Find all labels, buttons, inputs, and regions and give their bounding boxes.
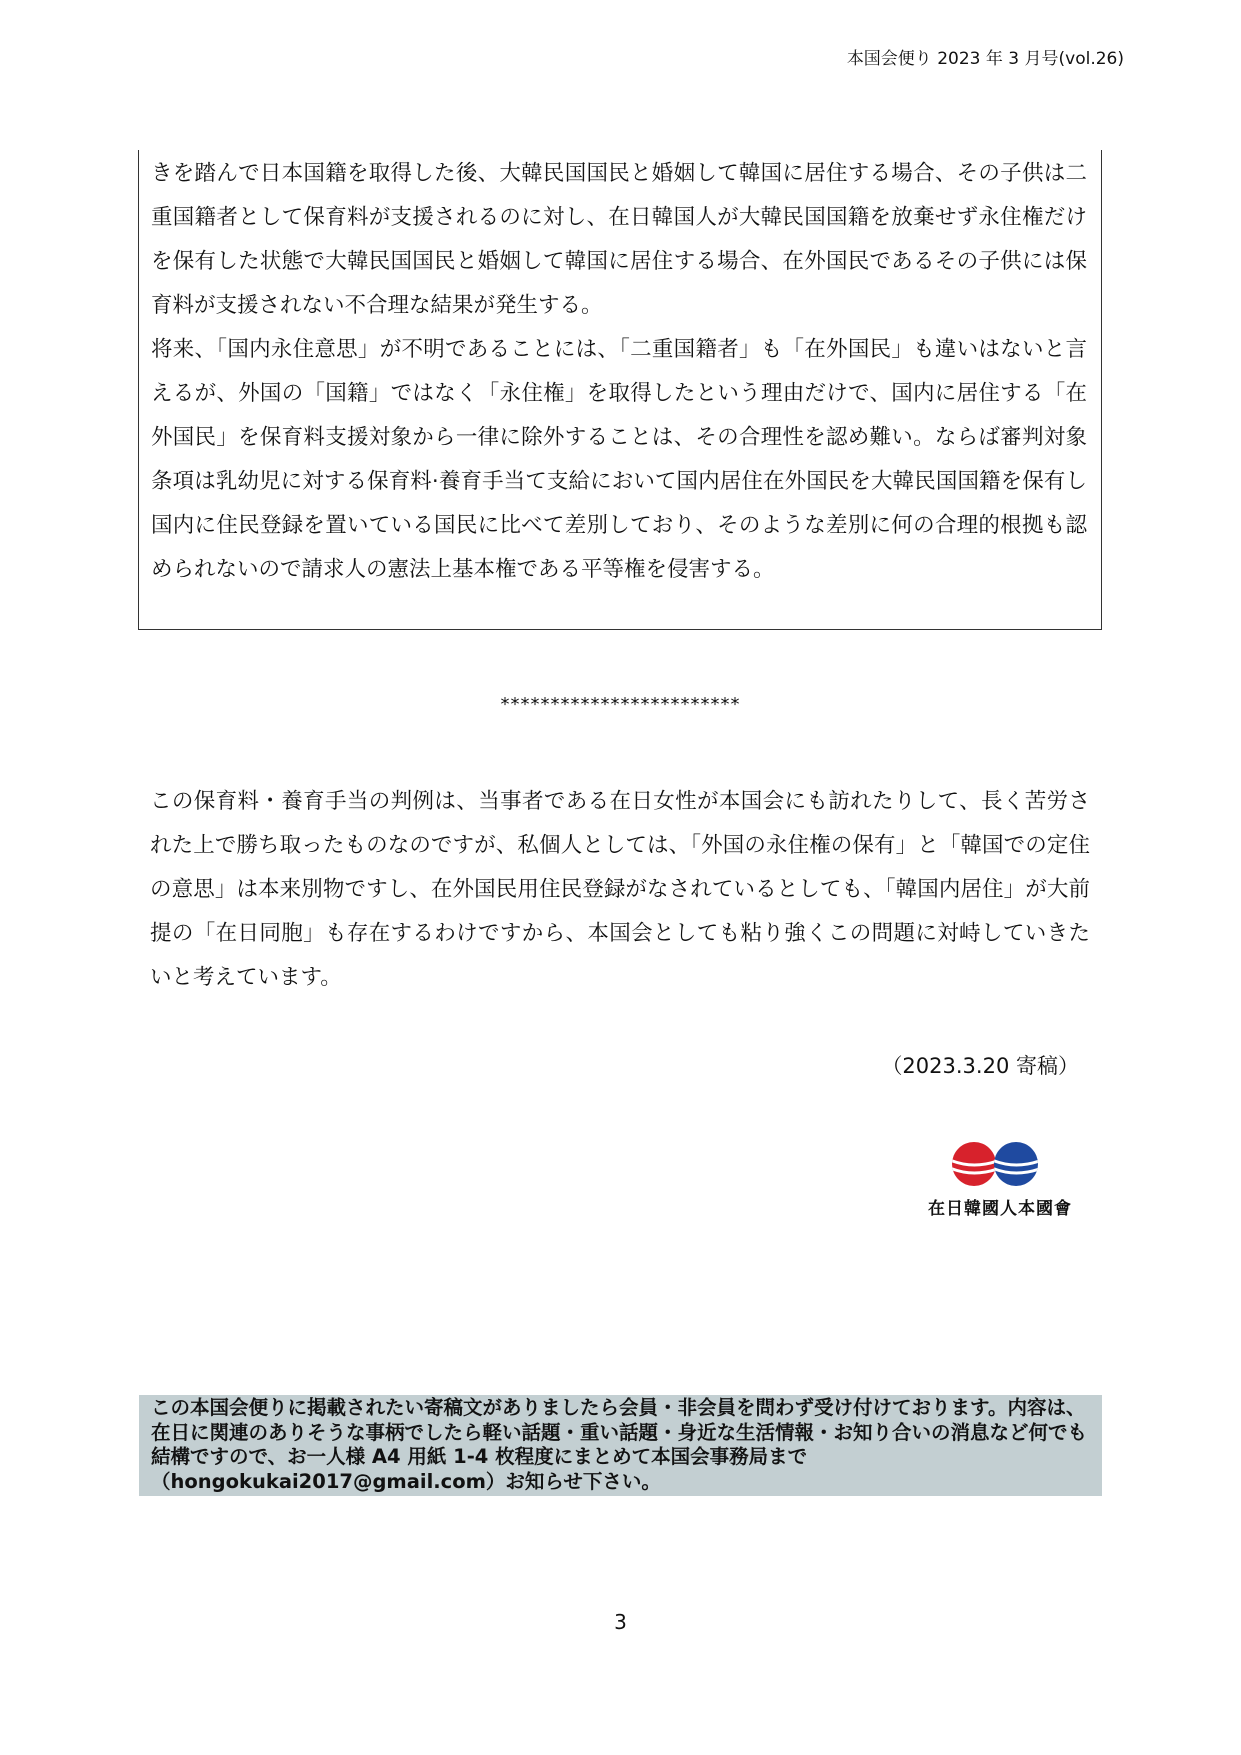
contribution-date: （2023.3.20 寄稿） bbox=[881, 1054, 1079, 1078]
page-number: 3 bbox=[614, 1610, 627, 1634]
submission-notice: この本国会便りに掲載されたい寄稿文がありましたら会員・非会員を問わず受け付けております。内容は、在日に関連のありそうな事柄でしたら軽い話題・重い話題・身近な生活情報・お知り合いの消息など何でも結構ですので、お一人様 A4 用紙 1-4 枚程度にまとめて本国会事務局まで（hongokukai2017@gmail.com）お知らせ下さい。 bbox=[139, 1395, 1102, 1496]
logo-text: 在日韓國人本國會 bbox=[928, 1199, 1072, 1219]
ruling-paragraph-1: きを踏んで日本国籍を取得した後、大韓民国国民と婚姻して韓国に居住する場合、その子供は二重国籍者として保育料が支援されるのに対し、在日韓国人が大韓民国国籍を放棄せず永住権だけを保有した状態で大韓民国国民と婚姻して韓国に居住する場合、在外国民であるその子供には保育料が支援されない不合理な結果が発生する。 bbox=[151, 161, 1087, 318]
section-separator: ************************ bbox=[500, 694, 741, 715]
quoted-ruling-box bbox=[138, 150, 1102, 630]
author-comment-paragraph: この保育料・養育手当の判例は、当事者である在日女性が本国会にも訪れたりして、長く苦労された上で勝ち取ったものなのですが、私個人としては、「外国の永住権の保有」と「韓国での定住の意思」は本来別物ですし、在外国民用住民登録がなされているとしても、「韓国内居住」が大前提の「在日同胞」も存在するわけですから、本国会としても粘り強くこの問題に対峙していきたいと考えています。 bbox=[150, 789, 1090, 990]
organization-logo bbox=[928, 1140, 1088, 1220]
ruling-paragraph-2: 将来、「国内永住意思」が不明であることには、「二重国籍者」も「在外国民」も違いはないと言えるが、外国の「国籍」ではなく「永住権」を取得したという理由だけで、国内に居住する「在外国民」を保育料支援対象から一律に除外することは、その合理性を認め難い。ならば審判対象条項は乳幼児に対する保育料·養育手当て支給において国内居住在外国民を大韓民国国籍を保有し国内に住民登録を置いている国民に比べて差別しており、そのような差別に何の合理的根拠も認められないので請求人の憲法上基本権である平等権を侵害する。 bbox=[151, 337, 1087, 582]
page-header: 本国会便り 2023 年 3 月号(vol.26) bbox=[846, 49, 1124, 69]
logo-emblem-icon bbox=[950, 1140, 1042, 1188]
